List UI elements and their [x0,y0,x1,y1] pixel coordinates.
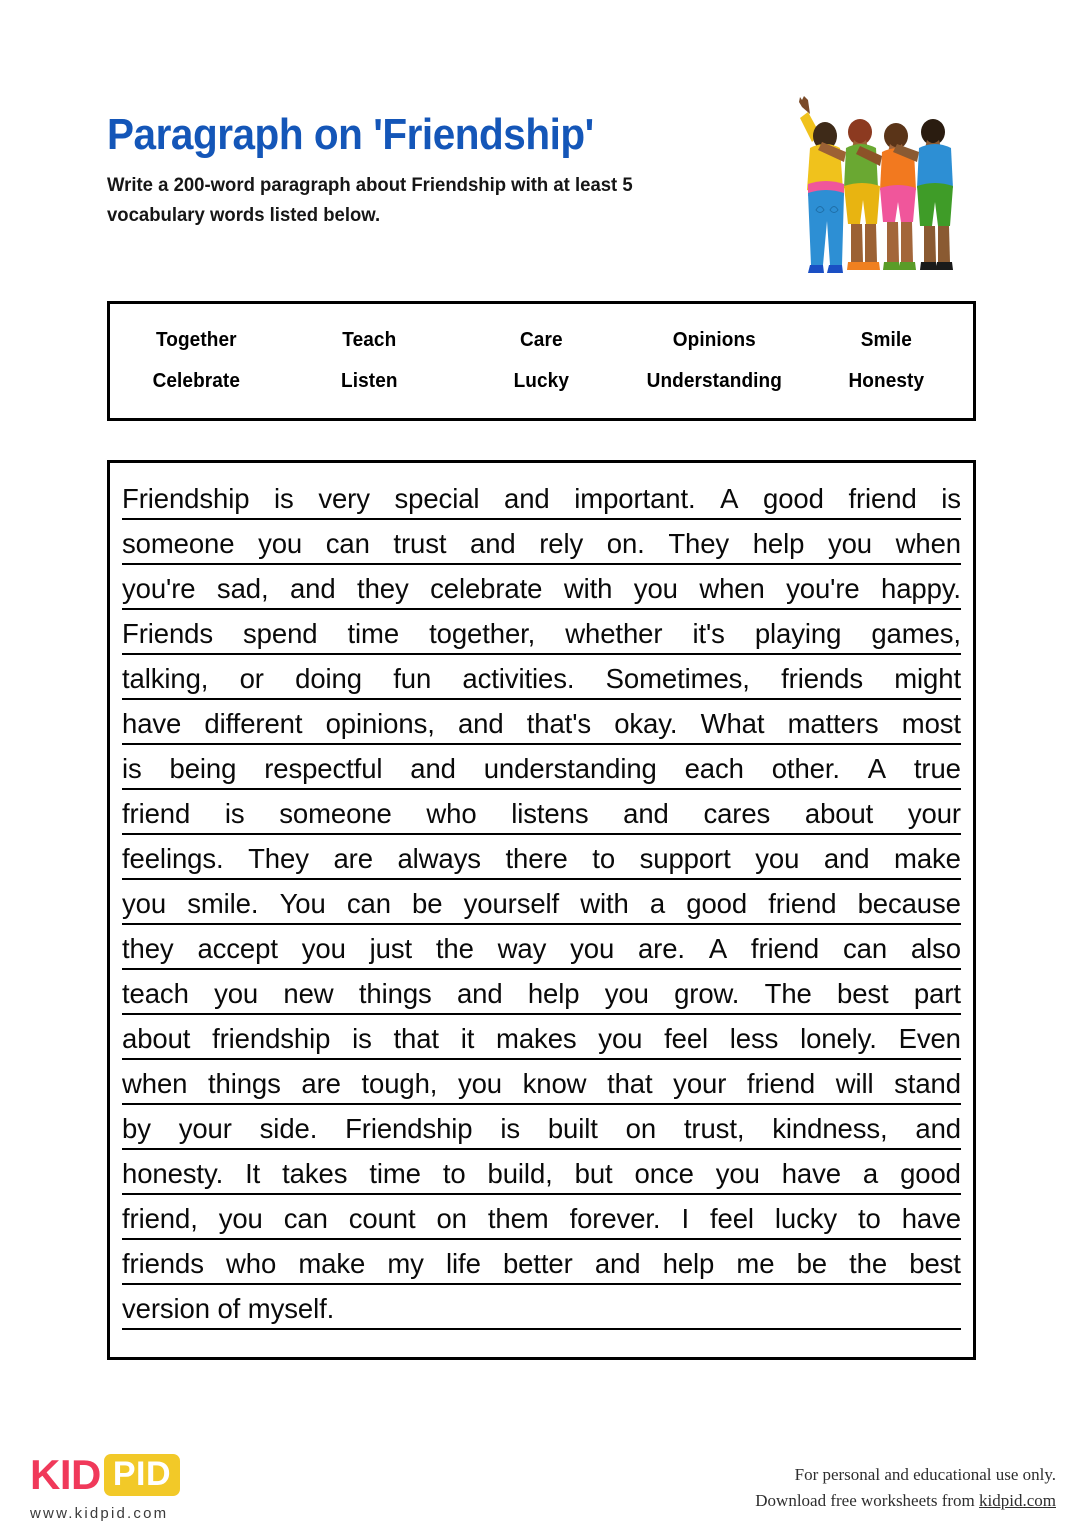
page-title: Paragraph on 'Friendship' [107,110,594,159]
answer-ruled-line[interactable] [122,745,961,790]
answer-line-text: they accept you just the way you are. A friend can also [122,932,961,964]
vocab-word: Together [155,329,237,351]
vocab-word: Teach [341,329,396,351]
answer-ruled-line[interactable] [122,835,961,880]
vocabulary-word-bank [107,301,976,421]
answer-line-text: by your side. Friendship is built on trust, kindness, and [122,1112,961,1144]
answer-ruled-line[interactable] [122,1060,961,1105]
answer-line-text: Friends spend time together, whether it's playing games, [122,617,961,649]
vocab-word: Celebrate [152,370,241,392]
header [107,112,767,231]
worksheet-instructions: Write a 200-word paragraph about Friendship with at least 5 vocabulary words listed below. [107,174,633,227]
logo-mark [30,1452,280,1498]
answer-ruled-line[interactable] [122,970,961,1015]
answer-line-text: friend, you can count on them forever. I feel lucky to have [122,1202,961,1234]
answer-line-text: Friendship is very special and important. A good friend is [122,482,961,514]
answer-ruled-line[interactable] [122,925,961,970]
answer-ruled-line[interactable] [122,1285,961,1330]
answer-line-text: when things are tough, you know that your friend will stand [122,1067,961,1099]
answer-ruled-line[interactable] [122,700,961,745]
answer-line-text: you smile. You can be yourself with a good friend because [122,887,961,919]
answer-line-text: about friendship is that it makes you feel less lonely. Even [122,1022,961,1054]
vocab-word: Listen [340,370,398,392]
answer-ruled-line[interactable] [122,1015,961,1060]
kidpid-link[interactable]: kidpid.com [979,1490,1056,1510]
answer-ruled-line[interactable] [122,1195,961,1240]
answer-line-text: friend is someone who listens and cares about your [122,797,961,829]
answer-ruled-line[interactable] [122,790,961,835]
answer-line-text: teach you new things and help you grow. The best part [122,977,961,1009]
answer-line-text: someone you can trust and rely on. They help you when [122,527,961,559]
vocab-word: Care [520,329,563,351]
answer-ruled-line[interactable] [122,610,961,655]
kidpid-logo[interactable] [30,1452,280,1522]
answer-ruled-line[interactable] [122,655,961,700]
answer-line-text: feelings. They are always there to support you and make [122,842,961,874]
vocab-word: Honesty [848,370,925,392]
answer-line-text: talking, or doing fun activities. Sometimes, friends might [122,662,961,694]
footer-usage-note [755,1462,1056,1513]
answer-ruled-line[interactable] [122,565,961,610]
logo-text-kid: KID [30,1451,101,1498]
answer-line-text: friends who make my life better and help me be the best [122,1247,961,1279]
answer-ruled-line[interactable] [122,1105,961,1150]
vocab-word: Smile [861,329,913,351]
logo-text-pid: PID [104,1454,180,1496]
vocab-word: Lucky [513,370,570,392]
logo-website-url: www.kidpid.com [30,1505,169,1522]
vocab-word: Opinions [672,329,756,351]
vocab-word: Understanding [646,370,782,392]
footer-note-line-1: For personal and educational use only. [794,1465,1056,1484]
answer-ruled-line[interactable] [122,475,961,520]
vocabulary-row-2 [110,370,973,393]
answer-line-text: honesty. It takes time to build, but once you have a good [122,1157,961,1189]
answer-line-text: you're sad, and they celebrate with you when you're happy. [122,572,961,604]
four-friends-arm-in-arm-illustration [786,88,976,286]
answer-ruled-line[interactable] [122,1240,961,1285]
answer-ruled-line[interactable] [122,520,961,565]
answer-ruled-line[interactable] [122,1150,961,1195]
answer-line-text: have different opinions, and that's okay. What matters most [122,707,961,739]
vocabulary-row-1 [110,329,973,352]
paragraph-answer-area[interactable] [107,460,976,1360]
answer-line-text: version of myself. [122,1292,335,1324]
footer-note-prefix: Download free worksheets from [755,1490,980,1510]
answer-ruled-line[interactable] [122,880,961,925]
footer-note-line-2 [755,1488,1056,1514]
answer-line-text: is being respectful and understanding each other. A true [122,752,961,784]
